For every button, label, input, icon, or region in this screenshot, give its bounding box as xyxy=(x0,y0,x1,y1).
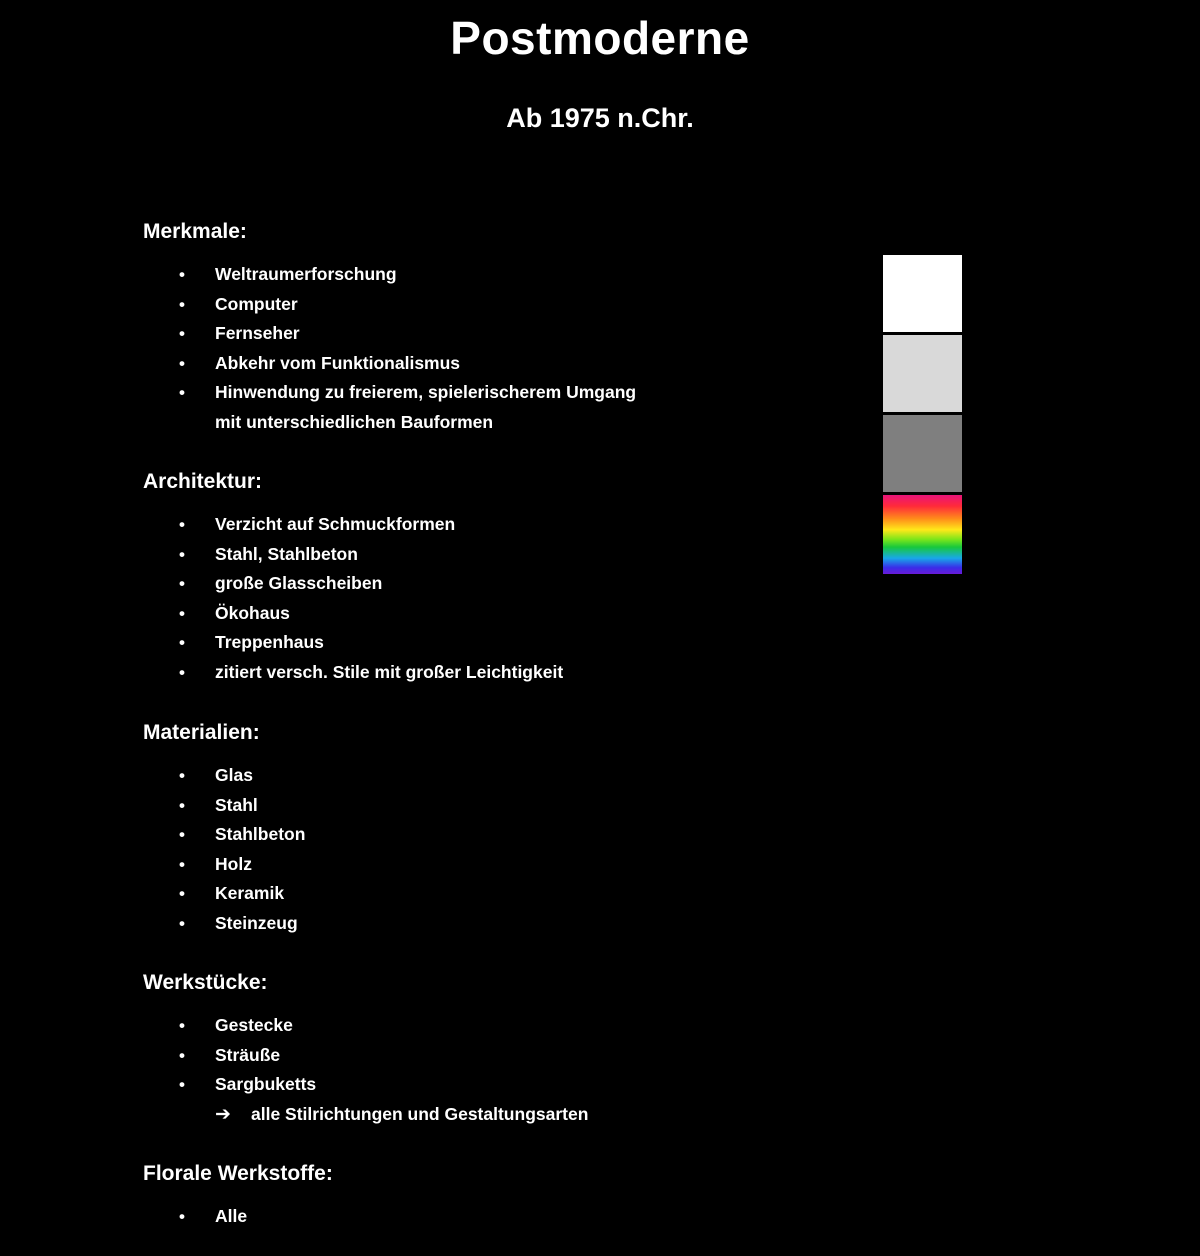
list-item: • Stahl xyxy=(143,791,763,821)
note-text: alle Stilrichtungen und Gestaltungsarten xyxy=(251,1103,589,1124)
list-item: • Treppenhaus xyxy=(143,628,763,658)
bullet-icon: • xyxy=(179,1207,185,1226)
swatch-light-gray xyxy=(883,335,962,412)
bullet-icon: • xyxy=(179,294,185,314)
list-item: • zitiert versch. Stile mit großer Leichtigkeit xyxy=(143,658,763,688)
list-item: • Fernseher xyxy=(143,319,763,349)
list-item: • Glas xyxy=(143,761,763,791)
list-item: • Steinzeug xyxy=(143,909,763,939)
bullet-icon: • xyxy=(179,353,185,373)
page-subtitle: Ab 1975 n.Chr. xyxy=(506,103,694,133)
swatch-rainbow xyxy=(883,495,962,574)
list-item: • Weltraumerforschung xyxy=(143,260,763,290)
bullet-icon: • xyxy=(179,884,185,903)
list-item: • Verzicht auf Schmuckformen xyxy=(143,510,763,540)
list-item: • Gestecke xyxy=(143,1011,763,1041)
list-item: • Holz xyxy=(143,850,763,880)
section-heading-architektur: Architektur: xyxy=(143,470,263,493)
bullet-icon: • xyxy=(179,1045,185,1065)
section-heading-florale-werkstoffe: Florale Werkstoffe: xyxy=(143,1162,333,1185)
bullet-icon: • xyxy=(179,854,185,874)
swatch-gray xyxy=(883,415,962,492)
list-item: • Sargbuketts xyxy=(143,1070,763,1100)
list-item: • Abkehr vom Funktionalismus xyxy=(143,349,763,379)
list-werkstuecke xyxy=(143,1011,763,1100)
bullet-icon: • xyxy=(179,662,185,682)
bullet-icon: • xyxy=(179,574,185,593)
section-heading-werkstuecke: Werkstücke: xyxy=(143,971,268,994)
page-title: Postmoderne xyxy=(450,12,750,64)
bullet-icon: • xyxy=(179,603,185,623)
list-item: • Stahl, Stahlbeton xyxy=(143,540,763,570)
bullet-icon: • xyxy=(179,825,185,844)
section-architektur xyxy=(143,468,763,687)
swatch-white xyxy=(883,255,962,332)
list-item: • Keramik xyxy=(143,879,763,909)
list-architektur xyxy=(143,510,763,687)
list-florale-werkstoffe xyxy=(143,1202,763,1232)
list-item: • Hinwendung zu freierem, spielerischerem Umgang mit unterschiedlichen Bauformen xyxy=(143,378,763,436)
list-item: • Sträuße xyxy=(143,1041,763,1071)
bullet-icon: • xyxy=(179,766,185,785)
bullet-icon: • xyxy=(179,913,185,933)
section-merkmale xyxy=(143,218,763,436)
note-line xyxy=(143,1100,763,1129)
bullet-icon: • xyxy=(179,544,185,564)
bullet-icon: • xyxy=(179,324,185,343)
list-item: • Ökohaus xyxy=(143,599,763,629)
color-swatches xyxy=(883,255,962,574)
bullet-icon: • xyxy=(179,1016,185,1035)
bullet-icon: • xyxy=(179,795,185,815)
bullet-icon: • xyxy=(179,633,185,652)
section-heading-materialien: Materialien: xyxy=(143,721,260,744)
list-item: • Alle xyxy=(143,1202,763,1232)
arrow-right-icon: ➔ xyxy=(215,1103,231,1125)
list-item: • Computer xyxy=(143,290,763,320)
section-werkstuecke xyxy=(143,969,763,1129)
bullet-icon: • xyxy=(179,515,185,534)
list-item: • Stahlbeton xyxy=(143,820,763,850)
list-merkmale xyxy=(143,260,763,436)
bullet-icon: • xyxy=(179,265,185,284)
section-heading-merkmale: Merkmale: xyxy=(143,220,247,243)
section-florale-werkstoffe xyxy=(143,1160,763,1232)
bullet-icon: • xyxy=(179,1075,185,1094)
list-item: • große Glasscheiben xyxy=(143,569,763,599)
list-materialien xyxy=(143,761,763,938)
section-materialien xyxy=(143,719,763,938)
bullet-icon: • xyxy=(179,383,185,402)
